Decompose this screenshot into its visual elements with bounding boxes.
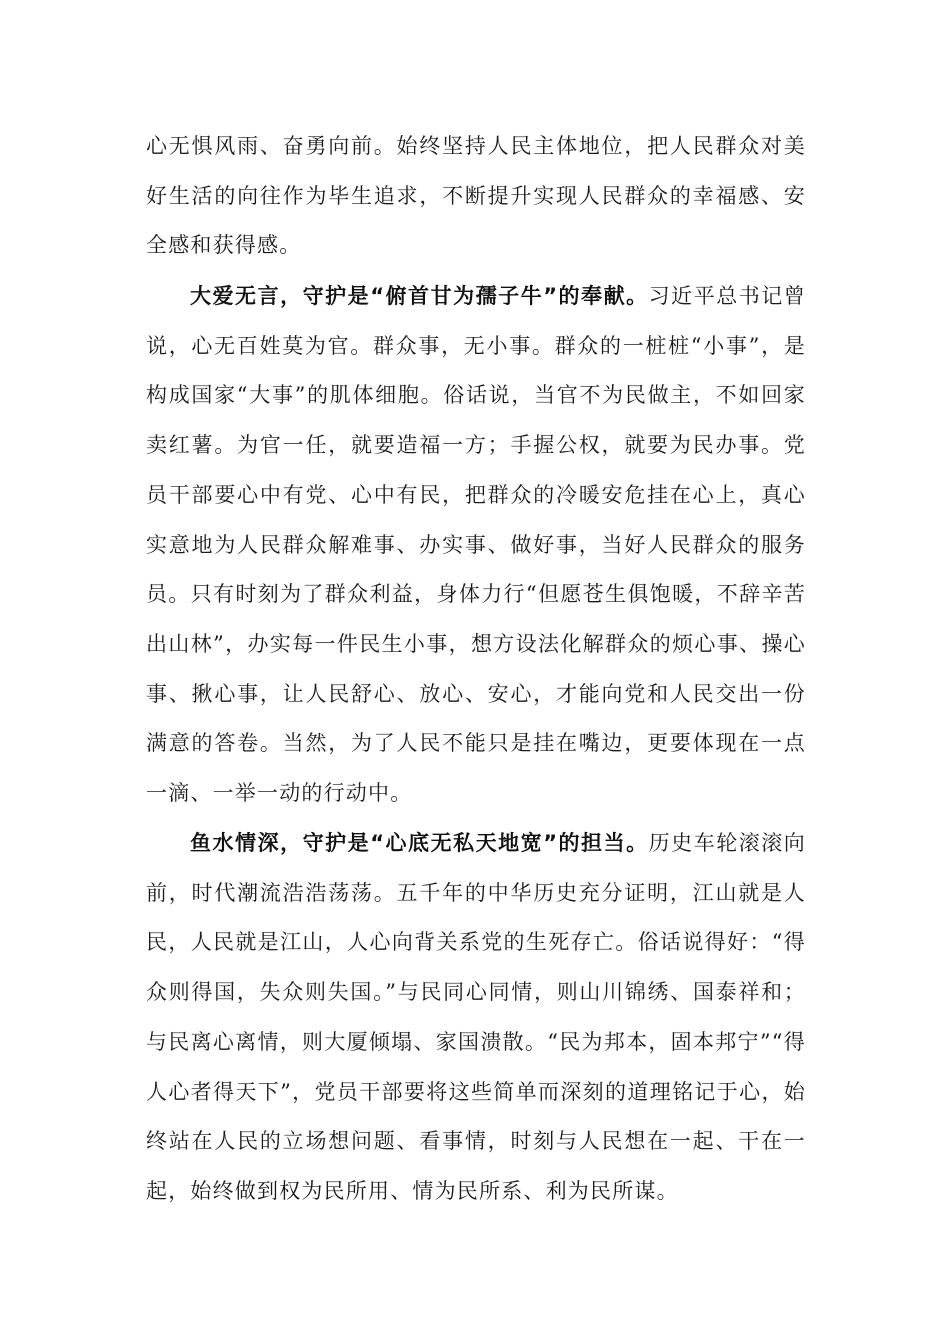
paragraph-responsibility [146, 819, 806, 1217]
paragraph-lead-heading: 大爱无言，守护是“俯首甘为孺子牛”的奉献。 [190, 284, 649, 308]
paragraph-lead-heading: 鱼水情深，守护是“心底无私天地宽”的担当。 [190, 831, 649, 855]
paragraph-continuation [146, 122, 806, 271]
paragraph-dedication [146, 272, 806, 819]
paragraph-text: 心无惧风雨、奋勇向前。始终坚持人民主体地位，把人民群众对美好生活的向往作为毕生追求，不断提升实现人民群众的幸福感、安全感和获得感。 [146, 134, 806, 258]
paragraph-text: 历史车轮滚滚向前，时代潮流浩浩荡荡。五千年的中华历史充分证明，江山就是人民，人民就是江山，人心向背关系党的生死存亡。俗话说得好：“得众则得国，失众则失国。”与民同心同情，则山川锦绣、国泰祥和；与民离心离情，则大厦倾塌、家国溃散。“民为邦本，固本邦宁”“得人心者得天下”，党员干部要将这些简单而深刻的道理铭记于心，始终站在人民的立场想问题、看事情，时刻与人民想在一起、干在一起，始终做到权为民所用、情为民所系、利为民所谋。 [146, 831, 806, 1203]
paragraph-text: 习近平总书记曾说，心无百姓莫为官。群众事，无小事。群众的一桩桩“小事”，是构成国家“大事”的肌体细胞。俗话说，当官不为民做主，不如回家卖红薯。为官一任，就要造福一方；手握公权，就要为民办事。党员干部要心中有党、心中有民，把群众的冷暖安危挂在心上，真心实意地为人民群众解难事、办实事、做好事，当好人民群众的服务员。只有时刻为了群众利益，身体力行“但愿苍生俱饱暖，不辞辛苦出山林”，办实每一件民生小事，想方设法化解群众的烦心事、操心事、揪心事，让人民舒心、放心、安心，才能向党和人民交出一份满意的答卷。当然，为了人民不能只是挂在嘴边，更要体现在一点一滴、一举一动的行动中。 [146, 284, 806, 806]
